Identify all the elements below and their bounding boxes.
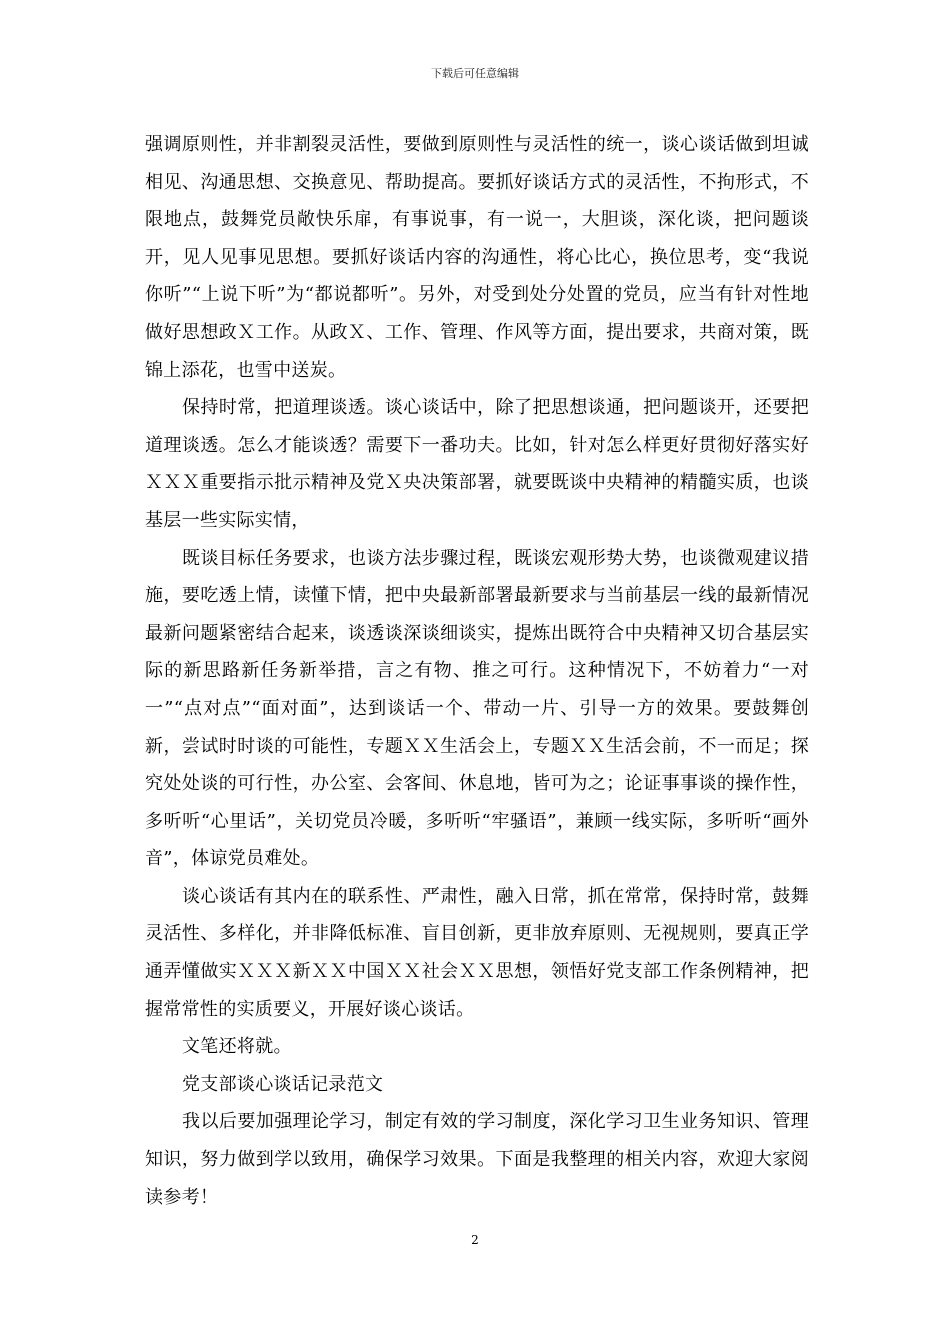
paragraph-continuation: 强调原则性，并非割裂灵活性，要做到原则性与灵活性的统一，谈心谈话做到坦诚相见、沟通思想、交换意见、帮助提高。要抓好谈话方式的灵活性，不拘形式，不限地点，鼓舞党员敞快乐扉，有事说事，有一说一，大胆谈，深化谈，把问题谈开，见人见事见思想。要抓好谈话内容的沟通性，将心比心，换位思考，变“我说你听”“上说下听”为“都说都听”。另外，对受到处分处置的党员，应当有针对性地做好思想政Ｘ工作。从政Ｘ、工作、管理、作风等方面，提出要求，共商对策，既锦上添花，也雪中送炭。 <box>145 134 809 381</box>
paragraph-intro: 我以后要加强理论学习，制定有效的学习制度，深化学习卫生业务知识、管理知识，努力做到学以致用，确保学习效果。下面是我整理的相关内容，欢迎大家阅读参考！ <box>145 1111 809 1208</box>
document-body <box>145 126 809 1216</box>
section-title: 党支部谈心谈话记录范文 <box>182 1073 384 1095</box>
paragraph-reasoning: 保持时常，把道理谈透。谈心谈话中，除了把思想谈通，把问题谈开，还要把道理谈透。怎么才能谈透？需要下一番功夫。比如，针对怎么样更好贯彻好落实好ＸＸＸ重要指示批示精神及党Ｘ央决策部署，就要既谈中央精神的精髓实质，也谈基层一些实际实情， <box>145 397 809 531</box>
page-number: 2 <box>471 1233 479 1247</box>
page-header: 下载后可任意编辑 <box>431 67 519 80</box>
paragraph-summary: 谈心谈话有其内在的联系性、严肃性，融入日常，抓在常常，保持时常，鼓舞灵活性、多样化，并非降低标准、盲目创新，更非放弃原则、无视规则，要真正学通弄懂做实ＸＸＸ新ＸＸ中国ＸＸ社会ＸＸ思想，领悟好党支部工作条例精神，把握常常性的实质要义，开展好谈心谈话。 <box>145 885 809 1020</box>
paragraph-methods: 既谈目标任务要求，也谈方法步骤过程，既谈宏观形势大势，也谈微观建议措施，要吃透上情，读懂下情，把中央最新部署最新要求与当前基层一线的最新情况最新问题紧密结合起来，谈透谈深谈细谈实，提炼出既符合中央精神又切合基层实际的新思路新任务新举措，言之有物、推之可行。这种情况下，不妨着力“一对一”“点对点”“面对面”，达到谈话一个、带动一片、引导一方的效果。要鼓舞创新，尝试时时谈的可能性，专题ＸＸ生活会上，专题ＸＸ生活会前，不一而足；探究处处谈的可行性，办公室、会客间、休息地，皆可为之；论证事事谈的操作性，多听听“心里话”，关切党员冷暖，多听听“牢骚语”，兼顾一线实际，多听听“画外音”，体谅党员难处。 <box>145 547 809 870</box>
paragraph-comment: 文笔还将就。 <box>182 1036 292 1058</box>
